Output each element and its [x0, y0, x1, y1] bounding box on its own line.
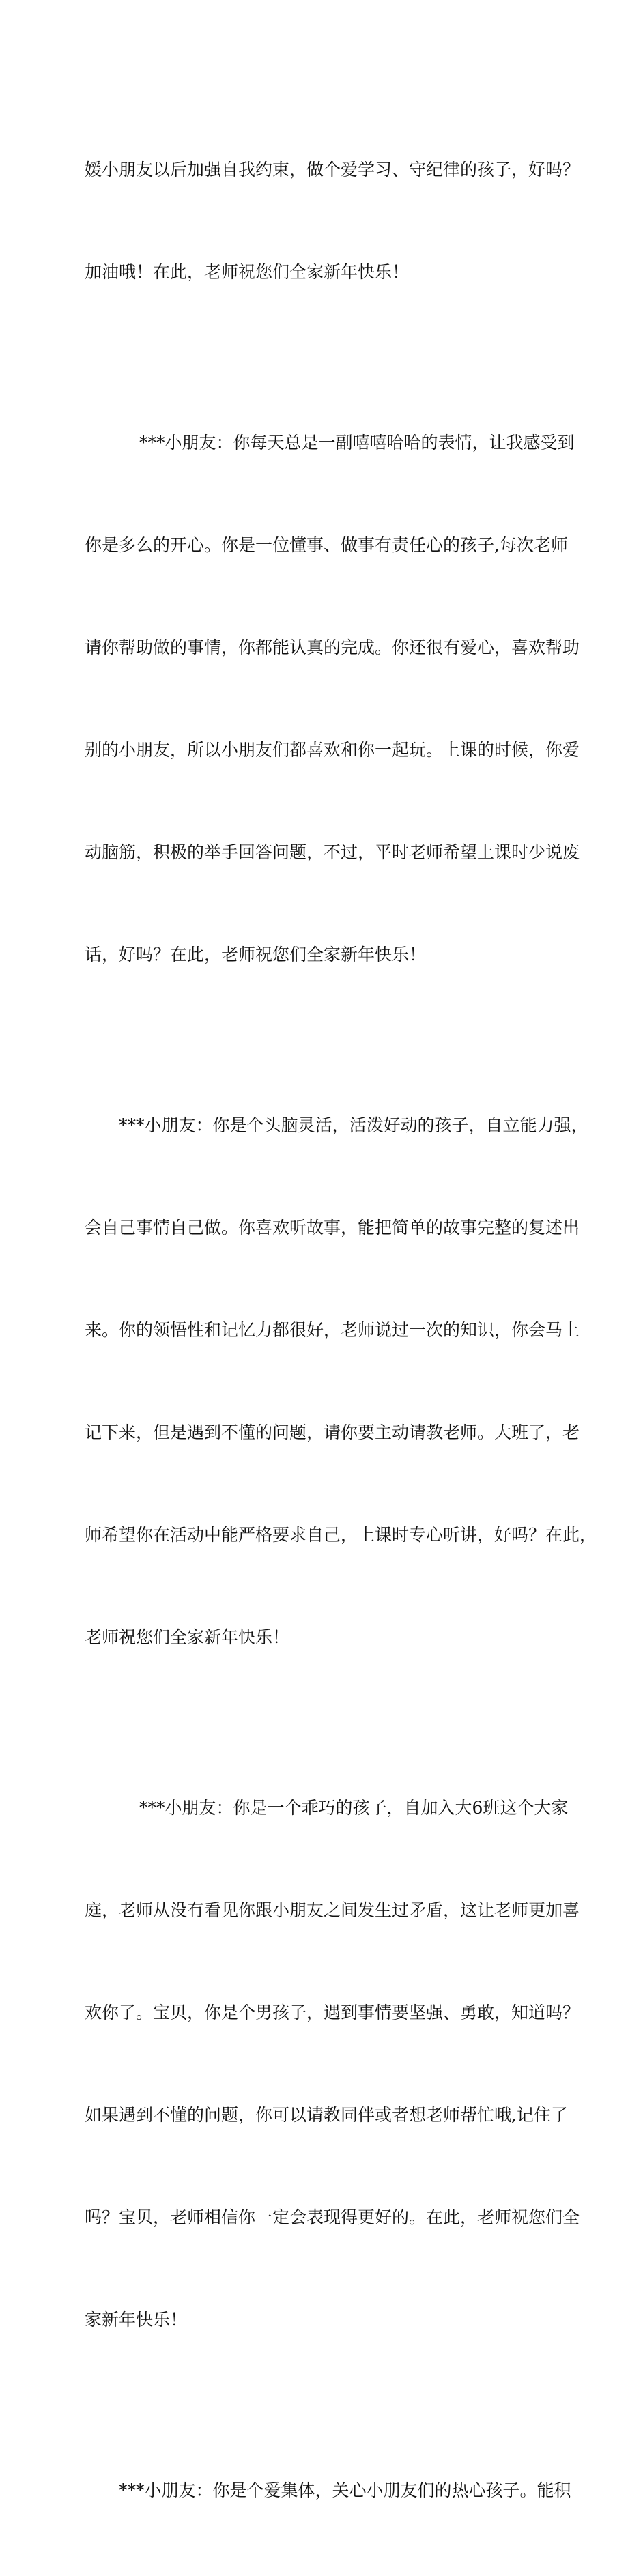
text-line: ***小朋友：你是个头脑灵活，活泼好动的孩子，自立能力强，	[119, 1115, 588, 1135]
text-line: 师希望你在活动中能严格要求自己，上课时专心听讲，好吗？在此，	[85, 1525, 597, 1545]
text-line: 加油哦！在此，老师祝您们全家新年快乐！	[85, 262, 410, 282]
text-line: 老师祝您们全家新年快乐！	[85, 1627, 290, 1647]
paragraph-1	[85, 85, 580, 358]
text-line: 欢你了。宝贝，你是个男孩子，遇到事情要坚强、勇敢，知道吗？	[85, 2003, 580, 2022]
text-line: 庭，老师从没有看见你跟小朋友之间发生过矛盾，这让老师更加喜	[85, 1900, 580, 1920]
paragraph-2	[85, 358, 580, 1040]
paragraph-5	[85, 2405, 571, 2576]
text-line: ***小朋友：你是个爱集体，关心小朋友们的热心孩子。能积	[119, 2480, 571, 2500]
document-body	[85, 85, 597, 2576]
text-line: 别的小朋友，所以小朋友们都喜欢和你一起玩。上课的时候，你爱	[85, 740, 580, 760]
text-line: 会自己事情自己做。你喜欢听故事，能把简单的故事完整的复述出	[85, 1218, 580, 1237]
text-line: 记下来，但是遇到不懂的问题，请你要主动请教老师。大班了，老	[85, 1422, 580, 1442]
text-line: 请你帮助做的事情，你都能认真的完成。你还很有爱心，喜欢帮助	[85, 638, 580, 657]
text-line: 来。你的领悟性和记忆力都很好，老师说过一次的知识，你会马上	[85, 1320, 580, 1340]
text-line: 媛小朋友以后加强自我约束，做个爱学习、守纪律的孩子，好吗？	[85, 160, 580, 180]
text-line: 如果遇到不懂的问题，你可以请教同伴或者想老师帮忙哦,记住了	[85, 2105, 568, 2125]
text-line: 动脑筋，积极的举手回答问题，不过，平时老师希望上课时少说废	[85, 842, 580, 862]
text-line: 你是多么的开心。你是一位懂事、做事有责任心的孩子,每次老师	[85, 535, 568, 555]
paragraph-3	[85, 1040, 597, 1723]
text-line: 家新年快乐！	[85, 2310, 188, 2330]
paragraph-4	[85, 1723, 580, 2405]
text-line: 吗？宝贝，老师相信你一定会表现得更好的。在此，老师祝您们全	[85, 2207, 580, 2227]
text-line: ***小朋友：你每天总是一副嘻嘻哈哈的表情，让我感受到	[139, 433, 575, 453]
text-line: ***小朋友：你是一个乖巧的孩子，自加入大6班这个大家	[139, 1798, 569, 1818]
text-line: 话，好吗？在此，老师祝您们全家新年快乐！	[85, 945, 427, 964]
